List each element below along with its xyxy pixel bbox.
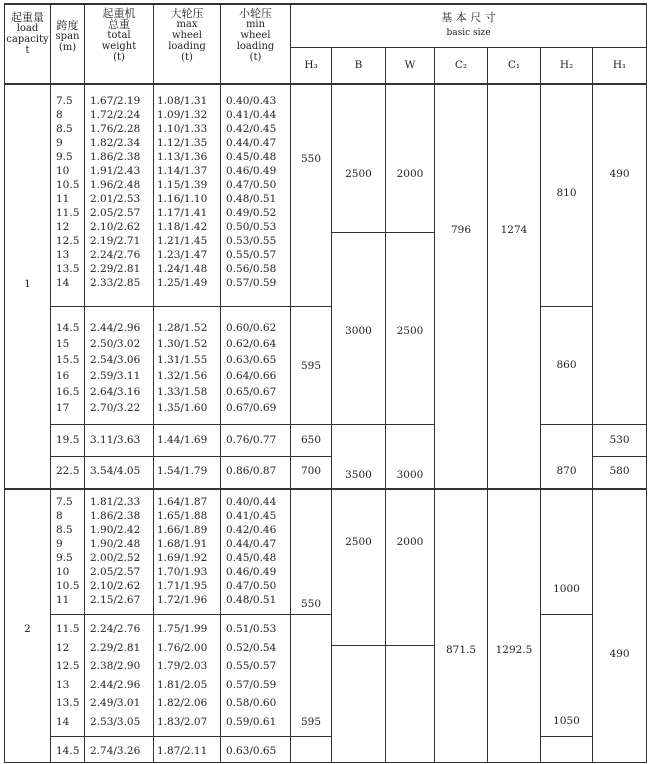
- g1b-span-cell: 15: [56, 338, 70, 350]
- g1a-min-cell: 0.57/0.59: [226, 277, 277, 289]
- g1a-min-cell: 0.44/0.47: [226, 137, 277, 149]
- header-min-wheel: 小轮压 min wheel loading (t): [236, 7, 275, 63]
- header-basic-size-cn: 基 本 尺 寸: [441, 11, 496, 24]
- g2b-min-cell: 0.55/0.57: [226, 660, 277, 672]
- g1b-min-cell: 0.62/0.64: [226, 338, 277, 350]
- g1b-min-list: [226, 320, 276, 416]
- g1-row22-w: 3000: [396, 469, 424, 481]
- header-c2: C₂: [454, 59, 468, 71]
- g1-c2: 796: [450, 224, 472, 236]
- g2b-max-cell: 1.82/2.06: [157, 697, 208, 709]
- g1-h3-a: 550: [300, 153, 322, 165]
- g1-row19-max: 1.44/1.69: [157, 434, 208, 446]
- g2a-weight-list: [90, 495, 140, 607]
- g1a-max-cell: 1.12/1.35: [157, 137, 208, 149]
- g1a-span-cell: 13: [56, 249, 70, 261]
- g1a-span-cell: 11.5: [56, 207, 80, 219]
- g1a-min-cell: 0.49/0.52: [226, 207, 277, 219]
- g2-h2-a: 1000: [553, 583, 580, 595]
- header-c1: C₁: [507, 59, 521, 71]
- g2b-max-list: [157, 620, 207, 731]
- g1a-min-cell: 0.53/0.55: [226, 235, 277, 247]
- g1-b-b: 3000: [345, 325, 372, 337]
- g2a-max-cell: 1.70/1.93: [157, 566, 208, 578]
- g1-h3-b: 595: [300, 360, 322, 372]
- g2a-max-cell: 1.72/1.96: [157, 594, 208, 606]
- g2b-weight-cell: 2.53/3.05: [90, 715, 141, 728]
- g2a-span-cell: 7.5: [56, 496, 73, 508]
- g1a-weight-cell: 2.01/2.53: [90, 193, 141, 205]
- g1-row22-max: 1.54/1.79: [157, 465, 208, 477]
- g1b-span-cell: 15.5: [56, 354, 80, 366]
- g1a-max-cell: 1.10/1.33: [157, 123, 208, 135]
- rule: [331, 645, 434, 646]
- rule: [4, 488, 647, 490]
- rule: [540, 614, 592, 615]
- g2a-min-cell: 0.47/0.50: [226, 580, 277, 592]
- g2a-min-cell: 0.41/0.45: [226, 510, 277, 522]
- g2-c1: 1292.5: [495, 644, 533, 656]
- g2a-span-cell: 8: [56, 510, 63, 522]
- g2b-max-cell: 1.81/2.05: [157, 678, 208, 691]
- g1a-span-cell: 9.5: [56, 151, 73, 163]
- g2b-min-cell: 0.52/0.54: [226, 641, 277, 654]
- g2a-span-cell: 9.5: [56, 552, 73, 564]
- g1a-max-cell: 1.25/1.49: [157, 277, 208, 289]
- g1a-weight-cell: 1.76/2.28: [90, 123, 141, 135]
- g1a-min-cell: 0.40/0.43: [226, 95, 277, 107]
- g2b-max-cell: 1.75/1.99: [157, 623, 208, 635]
- g1a-weight-cell: 1.67/2.19: [90, 95, 141, 107]
- rule: [290, 456, 331, 457]
- g1a-weight-cell: 2.19/2.71: [90, 235, 141, 247]
- rule: [331, 47, 332, 763]
- g2a-max-cell: 1.69/1.92: [157, 552, 208, 564]
- g1-row22-b: 3500: [345, 469, 372, 481]
- g2b-span-cell: 13.5: [56, 697, 80, 709]
- header-total-weight: 起重机 总重 total weight (t): [101, 7, 137, 63]
- g1a-span-cell: 11: [56, 193, 70, 205]
- g1-row22-h1: 580: [609, 465, 630, 477]
- g1-row22-h2: 870: [556, 465, 577, 477]
- g2a-weight-cell: 2.00/2.52: [90, 552, 141, 564]
- rule: [50, 614, 290, 615]
- capacity-1: 1: [24, 278, 31, 290]
- g1b-min-cell: 0.65/0.67: [226, 386, 277, 398]
- rule: [290, 47, 647, 48]
- g2b-weight-cell: 2.44/2.96: [90, 678, 141, 691]
- g1a-min-cell: 0.47/0.50: [226, 179, 277, 191]
- header-h1: H₁: [612, 59, 627, 71]
- rule: [4, 3, 647, 5]
- g2-c2: 871.5: [445, 644, 477, 656]
- g1b-weight-cell: 2.70/3.22: [90, 402, 141, 414]
- rule: [385, 47, 386, 763]
- g2a-weight-cell: 2.15/2.67: [90, 594, 141, 606]
- g1a-max-cell: 1.21/1.45: [157, 235, 208, 247]
- g1a-max-cell: 1.13/1.36: [157, 151, 208, 163]
- g2b-min-cell: 0.51/0.53: [226, 623, 277, 635]
- g2-h3-a: 550: [300, 598, 322, 610]
- g1a-weight-cell: 1.72/2.24: [90, 109, 141, 121]
- g1-row22-span: 22.5: [56, 465, 80, 477]
- g2b-span-cell: 14: [56, 715, 70, 728]
- g2b-weight-list: [90, 620, 140, 731]
- g2b-span-cell: 12.5: [56, 660, 80, 672]
- capacity-2: 2: [24, 623, 31, 635]
- g1-w-b: 2500: [396, 325, 424, 337]
- g2b-min-list: [226, 620, 276, 731]
- g2b-max-cell: 1.83/2.07: [157, 715, 208, 728]
- rule: [540, 736, 592, 737]
- g2a-max-cell: 1.66/1.89: [157, 524, 208, 536]
- g1b-span-list: [56, 320, 79, 416]
- g1a-weight-cell: 2.33/2.85: [90, 277, 141, 289]
- g1-w-a: 2000: [396, 168, 424, 180]
- g2b-min-cell: 0.57/0.59: [226, 678, 277, 691]
- g2a-weight-cell: 1.81/2.33: [90, 496, 141, 508]
- header-load-capacity: 起重量 load capacity t: [6, 11, 49, 56]
- rule: [540, 424, 592, 425]
- g1a-max-cell: 1.08/1.31: [157, 95, 208, 107]
- g1-c1: 1274: [500, 224, 528, 236]
- g2b-span-cell: 11.5: [56, 623, 80, 635]
- g2b-weight-cell: 2.38/2.90: [90, 660, 141, 672]
- rule: [4, 3, 5, 763]
- g1a-max-cell: 1.24/1.48: [157, 263, 208, 275]
- g2a-span-cell: 10.5: [56, 580, 80, 592]
- g1b-min-cell: 0.67/0.69: [226, 402, 277, 414]
- rule: [331, 232, 434, 233]
- g1a-span-cell: 8.5: [56, 123, 73, 135]
- g1a-span-cell: 10: [56, 165, 70, 177]
- g1-row19-weight: 3.11/3.63: [90, 434, 141, 446]
- g2a-span-cell: 10: [56, 566, 70, 578]
- g1a-max-list: [157, 94, 207, 290]
- rule: [84, 3, 85, 763]
- g1-row19-h3: 650: [300, 434, 322, 446]
- g2a-min-list: [226, 495, 276, 607]
- g2a-weight-cell: 1.90/2.48: [90, 538, 141, 550]
- g1a-min-cell: 0.41/0.44: [226, 109, 277, 121]
- g1b-weight-cell: 2.54/3.06: [90, 354, 141, 366]
- g1a-span-cell: 7.5: [56, 95, 73, 107]
- g2-row14-max: 1.87/2.11: [157, 745, 208, 757]
- rule: [540, 47, 541, 763]
- g2a-max-cell: 1.68/1.91: [157, 538, 208, 550]
- rule: [290, 736, 331, 737]
- g1a-weight-cell: 2.10/2.62: [90, 221, 141, 233]
- rule: [50, 3, 51, 763]
- g1b-weight-list: [90, 320, 140, 416]
- g2a-max-cell: 1.71/1.95: [157, 580, 208, 592]
- g1b-span-cell: 16: [56, 370, 70, 382]
- g1a-max-cell: 1.23/1.47: [157, 249, 208, 261]
- g1a-min-cell: 0.56/0.58: [226, 263, 277, 275]
- g2a-min-cell: 0.40/0.44: [226, 496, 277, 508]
- g2b-weight-cell: 2.49/3.01: [90, 697, 141, 709]
- g2a-min-cell: 0.48/0.51: [226, 594, 277, 606]
- rule: [153, 3, 154, 763]
- g1a-weight-cell: 1.86/2.38: [90, 151, 141, 163]
- g1b-max-cell: 1.28/1.52: [157, 322, 208, 334]
- g2a-weight-cell: 2.05/2.57: [90, 566, 141, 578]
- g1b-max-cell: 1.32/1.56: [157, 370, 208, 382]
- rule: [290, 306, 331, 307]
- rule: [592, 456, 646, 457]
- g2a-span-cell: 11: [56, 594, 70, 606]
- g1a-min-cell: 0.42/0.45: [226, 123, 277, 135]
- g2b-min-cell: 0.58/0.60: [226, 697, 277, 709]
- rule: [50, 736, 290, 737]
- g2a-max-list: [157, 495, 207, 607]
- rule: [4, 762, 647, 763]
- g2-row14-span: 14.5: [56, 745, 80, 757]
- rule: [50, 456, 290, 457]
- g1a-min-cell: 0.55/0.57: [226, 249, 277, 261]
- g2b-span-list: [56, 620, 79, 731]
- g1-h2-a: 810: [556, 187, 577, 199]
- g1-row19-min: 0.76/0.77: [226, 434, 277, 446]
- header-max-wheel: 大轮压 max wheel loading (t): [168, 7, 206, 63]
- g1-h1-a: 490: [609, 168, 630, 180]
- g2a-min-cell: 0.45/0.48: [226, 552, 277, 564]
- g1-row19-h1: 530: [609, 434, 630, 446]
- g1a-span-cell: 8: [56, 109, 63, 121]
- g1a-span-cell: 12: [56, 221, 70, 233]
- g1b-min-cell: 0.63/0.65: [226, 354, 277, 366]
- g1b-span-cell: 17: [56, 402, 70, 414]
- g1a-min-list: [226, 94, 276, 290]
- g1-row22-h3: 700: [300, 465, 322, 477]
- header-span: 跨度 span (m): [55, 19, 80, 53]
- rule: [540, 306, 592, 307]
- g2b-weight-cell: 2.24/2.76: [90, 623, 141, 635]
- g1b-max-cell: 1.30/1.52: [157, 338, 208, 350]
- g1b-weight-cell: 2.64/3.16: [90, 386, 141, 398]
- g1b-max-list: [157, 320, 207, 416]
- g2b-span-cell: 12: [56, 641, 70, 654]
- g1a-max-cell: 1.15/1.39: [157, 179, 208, 191]
- g2-b-a: 2500: [345, 536, 372, 548]
- g1a-min-cell: 0.46/0.49: [226, 165, 277, 177]
- g2a-span-cell: 9: [56, 538, 63, 550]
- g1-row22-min: 0.86/0.87: [226, 465, 277, 477]
- g1a-weight-cell: 2.05/2.57: [90, 207, 141, 219]
- g2a-min-cell: 0.46/0.49: [226, 566, 277, 578]
- g1a-max-cell: 1.16/1.10: [157, 193, 208, 205]
- g2a-weight-cell: 2.10/2.62: [90, 580, 141, 592]
- g1a-weight-cell: 1.91/2.43: [90, 165, 141, 177]
- g1a-max-cell: 1.09/1.32: [157, 109, 208, 121]
- g1a-span-cell: 9: [56, 137, 63, 149]
- g1-h2-b: 860: [556, 359, 577, 371]
- g2a-weight-cell: 1.86/2.38: [90, 510, 141, 522]
- rule: [331, 424, 434, 425]
- rule: [50, 424, 290, 425]
- g1b-min-cell: 0.64/0.66: [226, 370, 277, 382]
- g2b-max-cell: 1.79/2.03: [157, 660, 208, 672]
- g1a-span-cell: 13.5: [56, 263, 80, 275]
- header-basic-size-en: basic size: [446, 28, 491, 38]
- g2-w-a: 2000: [396, 536, 424, 548]
- g1b-span-cell: 14.5: [56, 322, 80, 334]
- g2b-min-cell: 0.59/0.61: [226, 715, 277, 728]
- rule: [220, 3, 221, 763]
- g2-h1: 490: [609, 648, 630, 660]
- g1b-weight-cell: 2.50/3.02: [90, 338, 141, 350]
- g1b-max-cell: 1.31/1.55: [157, 354, 208, 366]
- g1a-max-cell: 1.14/1.37: [157, 165, 208, 177]
- g1a-weight-cell: 2.24/2.76: [90, 249, 141, 261]
- g1a-weight-list: [90, 94, 140, 290]
- g2-row14-min: 0.63/0.65: [226, 745, 277, 757]
- g1a-max-cell: 1.17/1.41: [157, 207, 208, 219]
- g1b-weight-cell: 2.59/3.11: [90, 370, 141, 382]
- rule: [646, 3, 647, 763]
- g1a-span-list: [56, 94, 79, 290]
- rule: [290, 614, 331, 615]
- g1b-max-cell: 1.35/1.60: [157, 402, 208, 414]
- g1a-min-cell: 0.45/0.48: [226, 151, 277, 163]
- g2-h3-b: 595: [300, 716, 322, 728]
- g2a-span-cell: 8.5: [56, 524, 73, 536]
- g2b-max-cell: 1.76/2.00: [157, 641, 208, 654]
- g2a-min-cell: 0.44/0.47: [226, 538, 277, 550]
- header-h3: H₃: [304, 59, 318, 71]
- g1a-span-cell: 12.5: [56, 235, 80, 247]
- g1-row22-weight: 3.54/4.05: [90, 465, 141, 477]
- g1b-max-cell: 1.33/1.58: [157, 386, 208, 398]
- header-h2: H₂: [559, 59, 574, 71]
- g1-b-a: 2500: [345, 168, 372, 180]
- rule: [4, 83, 647, 85]
- g2b-weight-cell: 2.29/2.81: [90, 641, 141, 654]
- g2b-span-cell: 13: [56, 678, 70, 691]
- g2a-min-cell: 0.42/0.46: [226, 524, 277, 536]
- rule: [592, 424, 646, 425]
- g2a-span-list: [56, 495, 79, 607]
- g1a-weight-cell: 1.96/2.48: [90, 179, 141, 191]
- g1a-weight-cell: 1.82/2.34: [90, 137, 141, 149]
- g2-row14-weight: 2.74/3.26: [90, 745, 141, 757]
- g1a-min-cell: 0.50/0.53: [226, 221, 277, 233]
- g2-h2-b: 1050: [553, 715, 580, 727]
- g1b-span-cell: 16.5: [56, 386, 80, 398]
- g2a-max-cell: 1.65/1.88: [157, 510, 208, 522]
- g1a-min-cell: 0.48/0.51: [226, 193, 277, 205]
- header-b: B: [354, 59, 363, 71]
- rule: [290, 424, 331, 425]
- g1b-weight-cell: 2.44/2.96: [90, 322, 141, 334]
- rule: [50, 306, 290, 307]
- g1a-max-cell: 1.18/1.42: [157, 221, 208, 233]
- g1a-span-cell: 10.5: [56, 179, 80, 191]
- g2a-max-cell: 1.64/1.87: [157, 496, 208, 508]
- g2a-weight-cell: 1.90/2.42: [90, 524, 141, 536]
- g1a-weight-cell: 2.29/2.81: [90, 263, 141, 275]
- rule: [290, 3, 291, 763]
- g1a-span-cell: 14: [56, 277, 70, 289]
- header-w: W: [404, 59, 416, 71]
- g1-row19-span: 19.5: [56, 434, 80, 446]
- g1b-min-cell: 0.60/0.62: [226, 322, 277, 334]
